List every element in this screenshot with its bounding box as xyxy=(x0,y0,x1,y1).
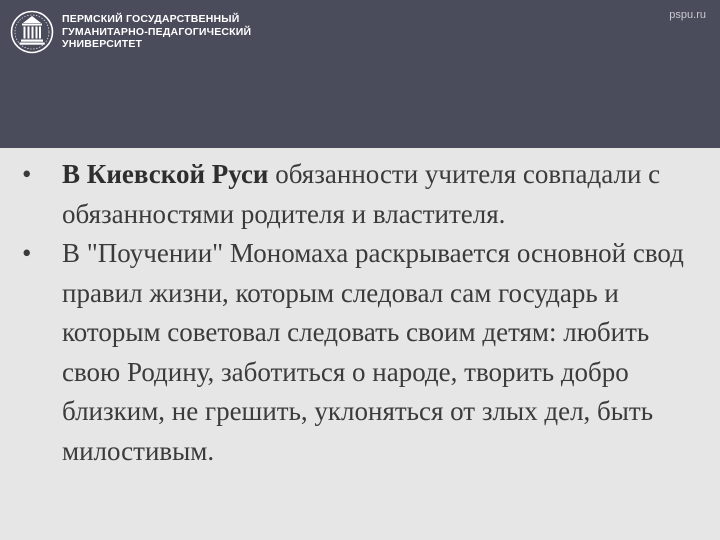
bullet-marker: • xyxy=(22,159,32,189)
site-url: pspu.ru xyxy=(669,9,706,21)
bullet-item xyxy=(22,234,712,471)
bullet-text: В "Поучении" Мономаха раскрывается основной свод правил жизни, которым следовал сам государь и которым советовал следовать своим детям: любить свою Родину, заботиться о народе, творить добро близким, не грешить, уклоняться от злых дел, быть милостивым. xyxy=(62,238,684,466)
university-name-line: ПЕРМСКИЙ ГОСУДАРСТВЕННЫЙ xyxy=(62,13,240,25)
university-name xyxy=(62,13,251,51)
university-name-line: УНИВЕРСИТЕТ xyxy=(62,38,143,50)
bullet-list xyxy=(22,155,712,471)
bullet-text: обязанности учителя совпадали с обязанностями родителя и властителя. xyxy=(62,159,661,229)
university-building-icon xyxy=(10,10,54,54)
slide-header xyxy=(0,0,720,148)
bullet-marker: • xyxy=(22,238,32,268)
bullet-bold-text: В Киевской Руси xyxy=(62,159,269,189)
university-name-line: ГУМАНИТАРНО-ПЕДАГОГИЧЕСКИЙ xyxy=(62,25,252,38)
slide-content xyxy=(0,148,720,540)
bullet-item xyxy=(22,155,712,234)
